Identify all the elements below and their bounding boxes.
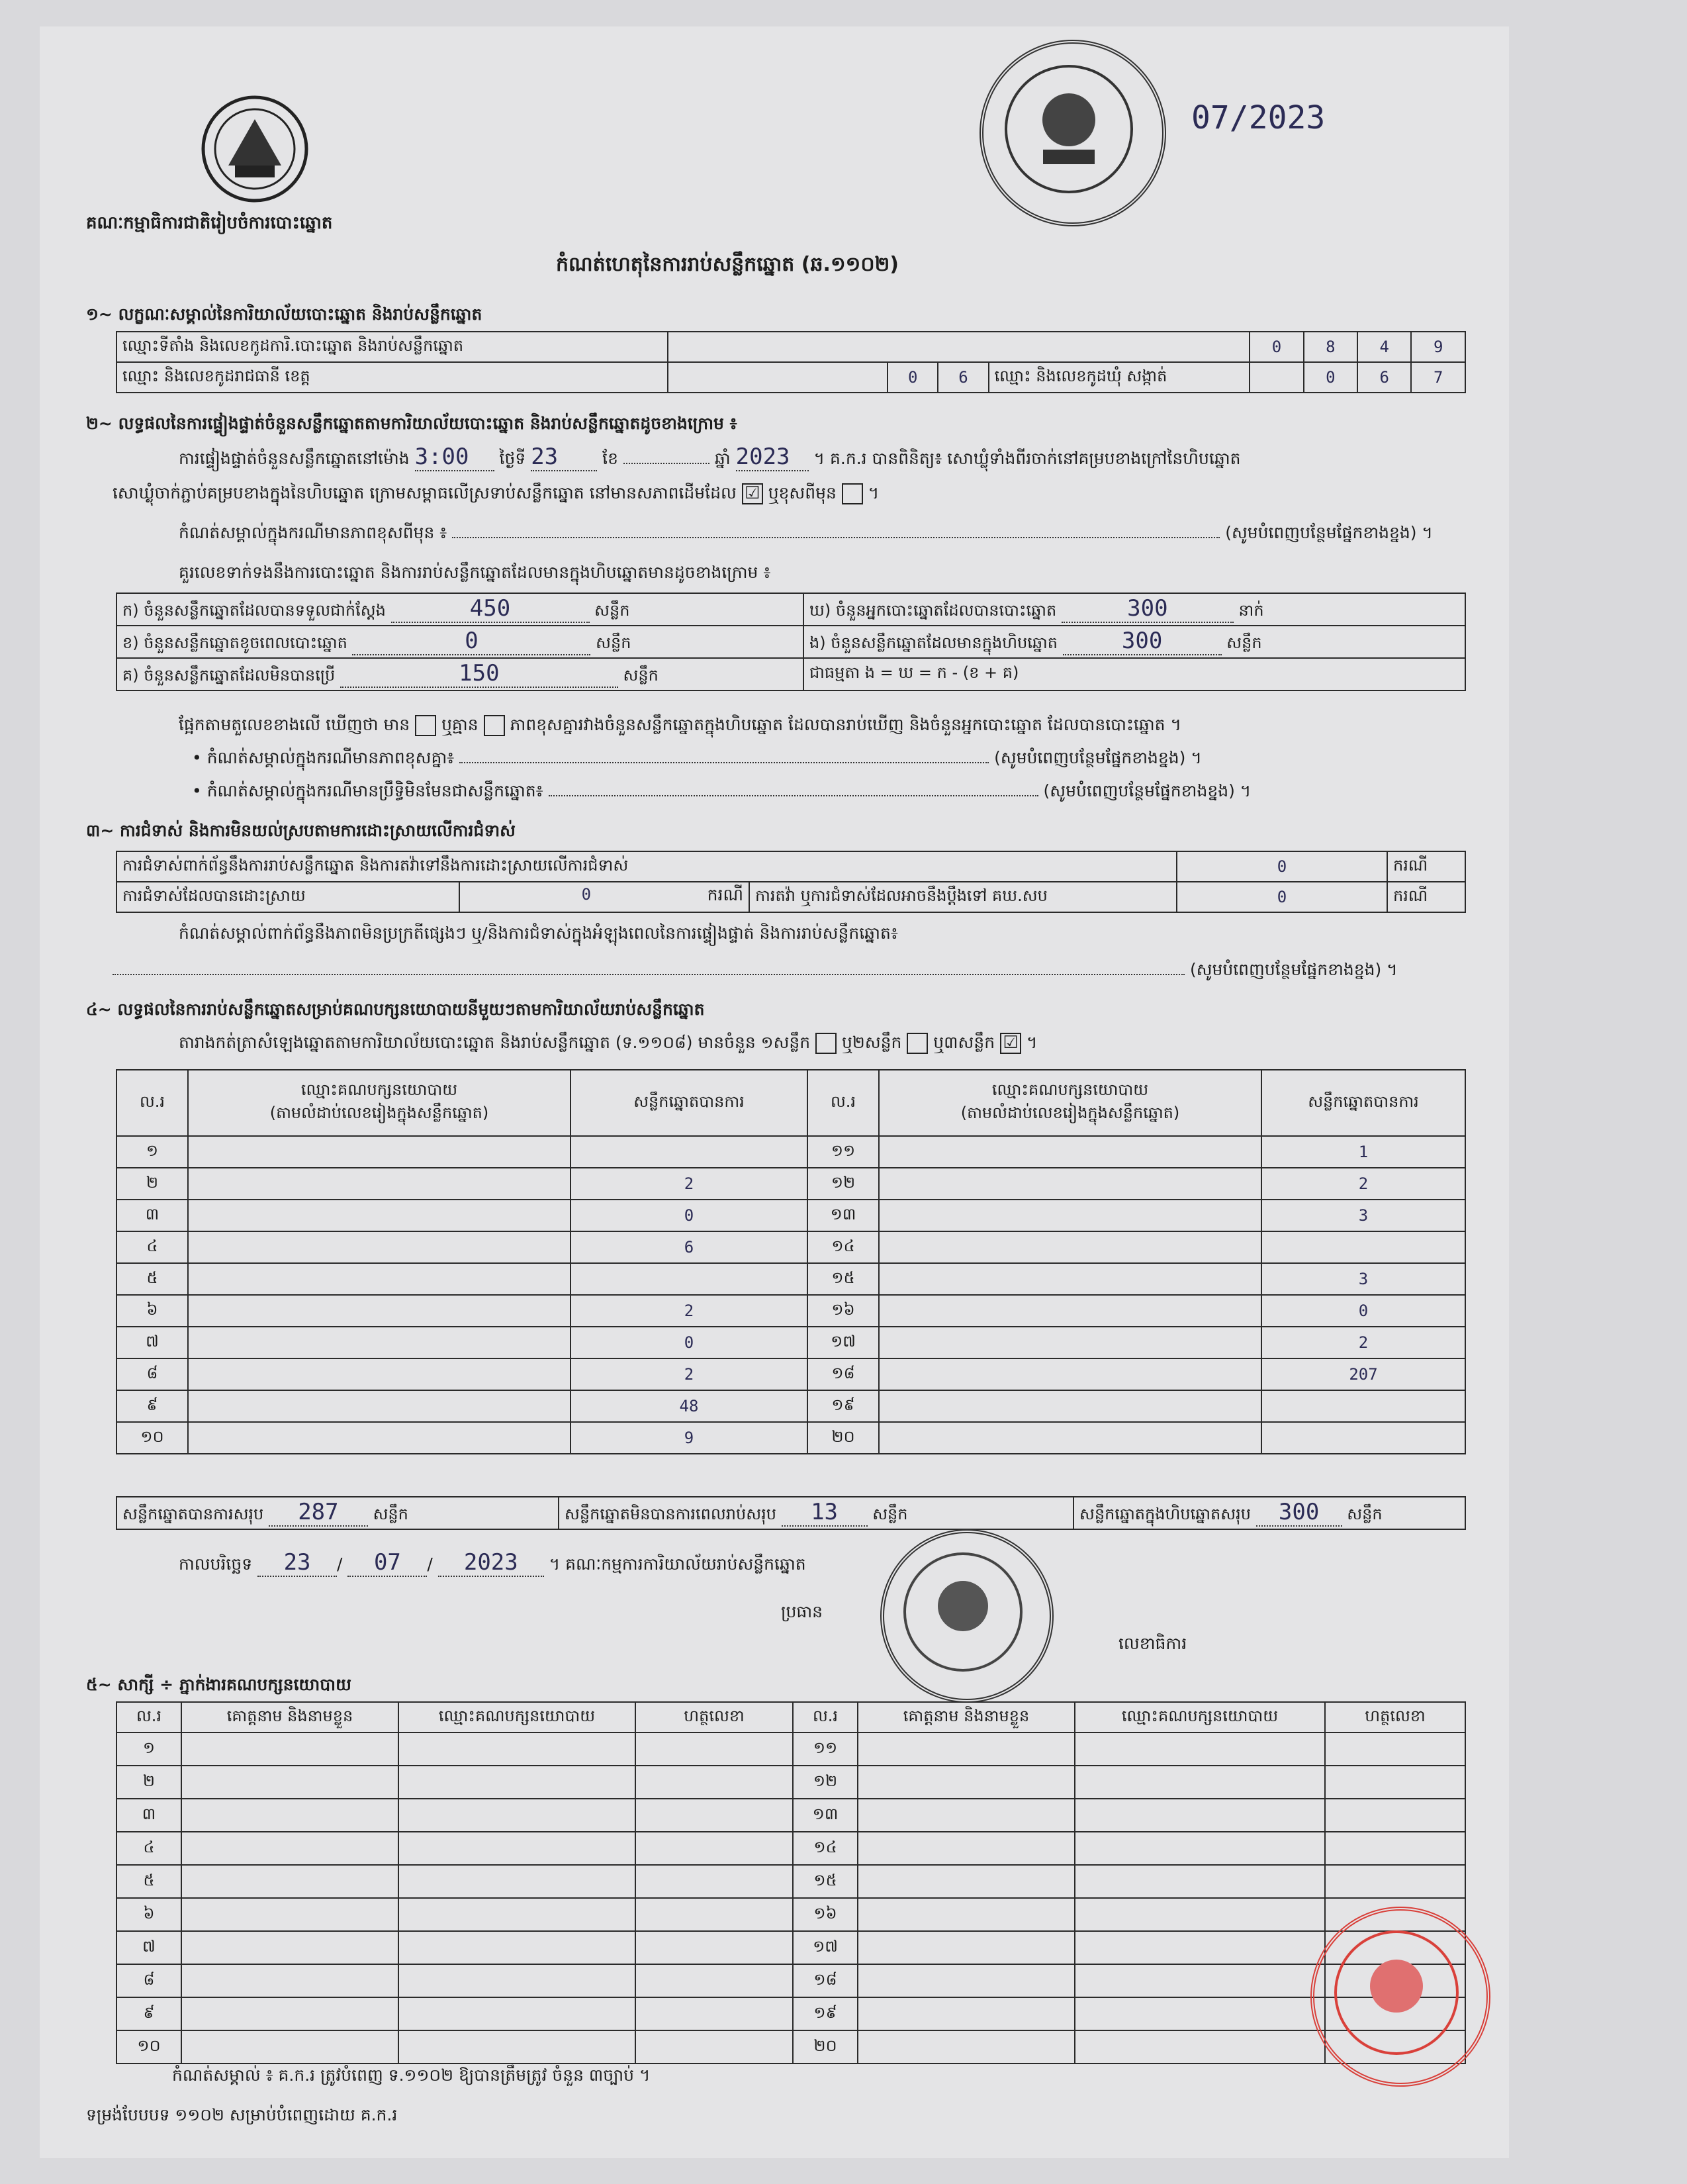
ballots-received-label: ក) ចំនួនសន្លឹកឆ្នោតដែលបានទទួលជាក់ស្តែង bbox=[122, 601, 386, 620]
complaints-table bbox=[116, 851, 1466, 913]
witness-signature bbox=[635, 1898, 793, 1931]
witness-row bbox=[116, 2030, 1465, 2064]
unused-ballots-label: គ) ចំនួនសន្លឹកឆ្នោតដែលមិនបានប្រើ bbox=[122, 666, 336, 685]
party-no-right: ១៨ bbox=[807, 1358, 879, 1390]
ballots-in-box-label: ង) ចំនួនសន្លឹកឆ្នោតដែលមានក្នុងហិបឆ្នោត bbox=[809, 634, 1058, 652]
party-name-left bbox=[188, 1422, 570, 1454]
party-votes-right: 3 bbox=[1261, 1263, 1465, 1295]
party-name-left bbox=[188, 1263, 570, 1295]
party-votes-right bbox=[1261, 1422, 1465, 1454]
party-name-right bbox=[879, 1390, 1261, 1422]
witness-row bbox=[116, 1865, 1465, 1898]
party-votes-right: 207 bbox=[1261, 1358, 1465, 1390]
witness-no: ៣ bbox=[116, 1799, 181, 1832]
witness-row bbox=[116, 1799, 1465, 1832]
ballots-received: 450 bbox=[391, 595, 590, 623]
witness-party bbox=[398, 1733, 635, 1766]
committee-label: ។ គណៈកម្មការការិយាល័យរាប់សន្លឹកឆ្នោត bbox=[549, 1554, 806, 1574]
witness-row bbox=[116, 1766, 1465, 1799]
witness-signature bbox=[635, 1964, 793, 1997]
tally-three-sheet-checkbox[interactable]: ☑ bbox=[1000, 1033, 1021, 1054]
witness-party-right bbox=[1075, 1766, 1325, 1799]
witness-no-right: ១៦ bbox=[793, 1898, 858, 1931]
red-seal-stamp bbox=[1310, 1907, 1490, 2087]
form-page bbox=[40, 26, 1509, 2158]
difference-bullet-note: (សូមបំពេញបន្ថែមផ្នែកខាងខ្នង) ។ bbox=[994, 748, 1202, 767]
witness-signature-right bbox=[1325, 1799, 1465, 1832]
party-no-right: ១៧ bbox=[807, 1327, 879, 1358]
total-invalid: 13 bbox=[782, 1499, 868, 1527]
party-name-right bbox=[879, 1358, 1261, 1390]
witness-name bbox=[181, 1865, 398, 1898]
province-value bbox=[668, 362, 888, 393]
station-code-1: 0 bbox=[1250, 332, 1303, 362]
witness-no-right: ២០ bbox=[793, 2030, 858, 2064]
witness-name-right bbox=[858, 1865, 1075, 1898]
irregularities-field-line bbox=[113, 960, 1398, 984]
witness-party-right bbox=[1075, 1997, 1325, 2030]
witness-name bbox=[181, 1931, 398, 1964]
verify-time-label: ការផ្ទៀងផ្ទាត់ចំនួនសន្លឹកឆ្នោតនៅម៉ោង bbox=[179, 449, 410, 468]
witness-no: ១០ bbox=[116, 2030, 181, 2064]
witness-name bbox=[181, 1997, 398, 2030]
witness-name bbox=[181, 2030, 398, 2064]
table-row bbox=[116, 1168, 1465, 1200]
witness-party-right bbox=[1075, 1898, 1325, 1931]
party-no-right: ១៣ bbox=[807, 1200, 879, 1231]
party-votes-right: 3 bbox=[1261, 1200, 1465, 1231]
resolved-label: ការជំទាស់ដែលបានដោះស្រាយ bbox=[116, 882, 459, 912]
tally-sheet-text: តារាងកត់ត្រាសំឡេងឆ្នោតតាមការិយាល័យបោះឆ្នោត និងរាប់សន្លឹកឆ្នោត (ទ.១១០៨) មានចំនួន ១សន្លឹក bbox=[179, 1033, 811, 1052]
appeal-label: ការតវ៉ា ឬការជំទាស់ដែលអាចនឹងប្តឹងទៅ គឃ.សប bbox=[749, 882, 1177, 912]
witness-party bbox=[398, 1799, 635, 1832]
table-row bbox=[116, 1231, 1465, 1263]
party-votes-left: 2 bbox=[570, 1358, 807, 1390]
commune-code-2: 6 bbox=[1357, 362, 1411, 393]
party-no-left: ៣ bbox=[116, 1200, 188, 1231]
witness-signature bbox=[635, 1733, 793, 1766]
col-party-header-2 bbox=[879, 1070, 1261, 1136]
witness-name-right bbox=[858, 1997, 1075, 2030]
totals-table bbox=[116, 1496, 1466, 1530]
total-box: 300 bbox=[1256, 1499, 1342, 1527]
irregularities-field bbox=[113, 974, 1185, 975]
witness-col-sign: ហត្ថលេខា bbox=[635, 1702, 793, 1733]
table-row bbox=[116, 1136, 1465, 1168]
witness-signature bbox=[635, 1865, 793, 1898]
receipt-date: 07/2023 bbox=[1191, 99, 1326, 136]
voters-label: ឃ) ចំនួនអ្នកបោះឆ្នោតដែលបានបោះឆ្នោត bbox=[809, 601, 1057, 620]
party-votes-right: 0 bbox=[1261, 1295, 1465, 1327]
total-invalid-label: សន្លឹកឆ្នោតមិនបានការពេលរាប់សរុប bbox=[565, 1505, 776, 1523]
party-no-right: ១៥ bbox=[807, 1263, 879, 1295]
difference-bullet-line bbox=[192, 748, 1202, 772]
witness-party bbox=[398, 1997, 635, 2030]
party-name-right bbox=[879, 1136, 1261, 1168]
witness-no-right: ១៧ bbox=[793, 1931, 858, 1964]
witness-no: ៨ bbox=[116, 1964, 181, 1997]
witness-party bbox=[398, 1898, 635, 1931]
witness-row bbox=[116, 1997, 1465, 2030]
witness-name bbox=[181, 1799, 398, 1832]
party-votes-right: 2 bbox=[1261, 1327, 1465, 1358]
party-no-left: ៦ bbox=[116, 1295, 188, 1327]
resolved-count: 0 bbox=[581, 885, 592, 904]
witness-col-name: គោត្តនាម និងនាមខ្លួន bbox=[181, 1702, 398, 1733]
changed-label: ឬខុសពីមុន bbox=[768, 483, 837, 502]
col-party-title: ឈ្មោះគណបក្សនយោបាយ bbox=[300, 1080, 458, 1099]
table-row bbox=[116, 1327, 1465, 1358]
difference-bullet-field bbox=[459, 762, 989, 763]
difference-note-line bbox=[179, 523, 1433, 547]
witness-no: ៧ bbox=[116, 1931, 181, 1964]
party-name-left bbox=[188, 1200, 570, 1231]
witness-signature bbox=[635, 1832, 793, 1865]
party-votes-right: 2 bbox=[1261, 1168, 1465, 1200]
witness-party-right bbox=[1075, 1931, 1325, 1964]
tally-sheet-line bbox=[179, 1033, 1037, 1057]
complaints-count: 0 bbox=[1177, 851, 1387, 882]
party-no-left: ១ bbox=[116, 1136, 188, 1168]
witness-col-no-2: ល.រ bbox=[793, 1702, 858, 1733]
party-no-right: ១៩ bbox=[807, 1390, 879, 1422]
station-code-2: 8 bbox=[1304, 332, 1357, 362]
difference-fill-note: (សូមបំពេញបន្ថែមផ្នែកខាងខ្នង) ។ bbox=[1225, 523, 1433, 542]
witness-party-right bbox=[1075, 1799, 1325, 1832]
verify-month-label: ខែ bbox=[602, 449, 618, 468]
appeal-unit: ករណី bbox=[1387, 882, 1465, 912]
table-row bbox=[116, 1263, 1465, 1295]
section-4-heading: ៤~ លទ្ធផលនៃការរាប់សន្លឹកឆ្នោតសម្រាប់គណបក្សនយោបាយនីមួយៗតាមការិយាល័យរាប់សន្លឹកឆ្នោត bbox=[86, 1000, 705, 1019]
irregularities-note: កំណត់សម្គាល់ពាក់ព័ន្ធនឹងភាពមិនប្រក្រតីផ្សេងៗ ឬ/និងការជំទាស់ក្នុងអំឡុងពេលនៃការផ្ទៀងផ្ទាត់ និងការរាប់សន្លឹកឆ្នោត៖ bbox=[179, 924, 898, 943]
witness-col-name-2: គោត្តនាម និងនាមខ្លួន bbox=[858, 1702, 1075, 1733]
non-ballot-bullet-field bbox=[549, 795, 1038, 796]
witness-no-right: ១៨ bbox=[793, 1964, 858, 1997]
table-row bbox=[116, 1295, 1465, 1327]
witness-no-right: ១១ bbox=[793, 1733, 858, 1766]
spoiled-ballots-unit: សន្លឹក bbox=[596, 634, 631, 652]
station-code-3: 4 bbox=[1357, 332, 1411, 362]
no-difference-checkbox[interactable] bbox=[484, 715, 505, 736]
party-votes-left: 0 bbox=[570, 1200, 807, 1231]
witness-row bbox=[116, 1832, 1465, 1865]
witness-signature-right bbox=[1325, 1832, 1465, 1865]
verification-line-1 bbox=[179, 444, 1241, 473]
party-no-right: ១២ bbox=[807, 1168, 879, 1200]
witness-signature-right bbox=[1325, 1766, 1465, 1799]
party-votes-left: 6 bbox=[570, 1231, 807, 1263]
witness-no-right: ១៣ bbox=[793, 1799, 858, 1832]
ballot-formula: ជាធម្មតា ង = ឃ = ក - (ខ + គ) bbox=[803, 658, 1465, 690]
summary-intro: គួរលេខទាក់ទងនឹងការបោះឆ្នោត និងការរាប់សន្លឹកឆ្នោតដែលមានក្នុងហិបឆ្នោតមានដូចខាងក្រោម ៖ bbox=[179, 563, 771, 582]
witness-party bbox=[398, 1964, 635, 1997]
witness-row bbox=[116, 1733, 1465, 1766]
ballots-in-box: 300 bbox=[1063, 628, 1222, 655]
witness-signature-right bbox=[1325, 1733, 1465, 1766]
witness-signature bbox=[635, 1799, 793, 1832]
witness-signature bbox=[635, 1766, 793, 1799]
witness-party-right bbox=[1075, 2030, 1325, 2064]
col-party-header bbox=[188, 1070, 570, 1136]
col-votes-header-2: សន្លឹកឆ្នោតបានការ bbox=[1261, 1070, 1465, 1136]
col-no-header-2: ល.រ bbox=[807, 1070, 879, 1136]
witness-party bbox=[398, 1766, 635, 1799]
witness-no: ៥ bbox=[116, 1865, 181, 1898]
comparison-has-label: ផ្អែកតាមតួលេខខាងលើ ឃើញថា មាន bbox=[179, 715, 410, 734]
witness-name bbox=[181, 1766, 398, 1799]
witness-col-party: ឈ្មោះគណបក្សនយោបាយ bbox=[398, 1702, 635, 1733]
ballots-in-box-unit: សន្លឹក bbox=[1226, 634, 1262, 652]
party-no-left: ១០ bbox=[116, 1422, 188, 1454]
witness-party-right bbox=[1075, 1733, 1325, 1766]
emblem-logo bbox=[199, 93, 311, 205]
col-party-title-2: ឈ្មោះគណបក្សនយោបាយ bbox=[991, 1080, 1149, 1099]
complaints-unit: ករណី bbox=[1387, 851, 1465, 882]
witness-party bbox=[398, 1865, 635, 1898]
section-1-table bbox=[116, 331, 1466, 393]
witness-signature-right bbox=[1325, 1865, 1465, 1898]
difference-note-label: កំណត់សម្គាល់ក្នុងករណីមានភាពខុសពីមុន ៖ bbox=[179, 523, 447, 542]
witness-party bbox=[398, 2030, 635, 2064]
total-valid: 287 bbox=[269, 1499, 368, 1527]
party-name-right bbox=[879, 1327, 1261, 1358]
witness-no-right: ១២ bbox=[793, 1766, 858, 1799]
non-ballot-bullet-line bbox=[192, 781, 1251, 805]
witness-party-right bbox=[1075, 1964, 1325, 1997]
date-day: 23 bbox=[257, 1549, 337, 1577]
party-name-left bbox=[188, 1390, 570, 1422]
party-no-right: ២០ bbox=[807, 1422, 879, 1454]
witness-signature bbox=[635, 2030, 793, 2064]
party-votes-left: 0 bbox=[570, 1327, 807, 1358]
party-name-left bbox=[188, 1358, 570, 1390]
table-row bbox=[116, 1200, 1465, 1231]
col-party-subtitle: (តាមលំដាប់លេខរៀងក្នុងសន្លឹកឆ្នោត) bbox=[269, 1104, 489, 1122]
verify-day: 23 bbox=[531, 444, 597, 471]
party-name-left bbox=[188, 1231, 570, 1263]
party-no-right: ១៤ bbox=[807, 1231, 879, 1263]
party-votes-left: 48 bbox=[570, 1390, 807, 1422]
party-name-left bbox=[188, 1327, 570, 1358]
witness-name bbox=[181, 1733, 398, 1766]
verify-year: 2023 bbox=[736, 444, 809, 471]
witness-no: ៦ bbox=[116, 1898, 181, 1931]
witness-col-sign-2: ហត្ថលេខា bbox=[1325, 1702, 1465, 1733]
witness-no: ៩ bbox=[116, 1997, 181, 2030]
witness-row bbox=[116, 1898, 1465, 1931]
witness-name-right bbox=[858, 1766, 1075, 1799]
witness-party-right bbox=[1075, 1832, 1325, 1865]
table-row bbox=[116, 1422, 1465, 1454]
verify-time: 3:00 bbox=[415, 444, 494, 471]
commune-value bbox=[1250, 362, 1303, 393]
party-votes-right bbox=[1261, 1231, 1465, 1263]
party-no-right: ១៦ bbox=[807, 1295, 879, 1327]
verify-day-label: ថ្ងៃទី bbox=[499, 449, 526, 468]
party-votes-left: 9 bbox=[570, 1422, 807, 1454]
witness-no-right: ១៤ bbox=[793, 1832, 858, 1865]
witness-no-right: ១៩ bbox=[793, 1997, 858, 2030]
total-box-unit: សន្លឹក bbox=[1347, 1505, 1383, 1523]
witness-row bbox=[116, 1964, 1465, 1997]
party-no-left: ៥ bbox=[116, 1263, 188, 1295]
total-valid-unit: សន្លឹក bbox=[373, 1505, 408, 1523]
witness-name-right bbox=[858, 2030, 1075, 2064]
tally-two-sheet-checkbox[interactable] bbox=[907, 1033, 928, 1054]
party-results-table bbox=[116, 1069, 1466, 1454]
province-label: ឈ្មោះ និងលេខកូដរាជធានី ខេត្ត bbox=[116, 362, 668, 393]
date-label: កាលបរិច្ឆេទ bbox=[179, 1554, 253, 1574]
party-name-right bbox=[879, 1295, 1261, 1327]
witness-no: ២ bbox=[116, 1766, 181, 1799]
witness-name bbox=[181, 1898, 398, 1931]
section-5-heading: ៥~ សាក្សី ÷ ភ្នាក់ងារគណបក្សនយោបាយ bbox=[86, 1675, 351, 1694]
party-name-left bbox=[188, 1136, 570, 1168]
party-votes-left: 2 bbox=[570, 1295, 807, 1327]
verification-line-2 bbox=[113, 483, 879, 507]
table-row bbox=[116, 1358, 1465, 1390]
difference-note-field bbox=[452, 537, 1220, 538]
voters-unit: នាក់ bbox=[1238, 601, 1264, 620]
party-name-right bbox=[879, 1168, 1261, 1200]
party-name-right bbox=[879, 1200, 1261, 1231]
witness-no: ៤ bbox=[116, 1832, 181, 1865]
ballots-received-unit: សន្លឹក bbox=[594, 601, 630, 620]
party-votes-left bbox=[570, 1136, 807, 1168]
party-no-right: ១១ bbox=[807, 1136, 879, 1168]
col-no-header: ល.រ bbox=[116, 1070, 188, 1136]
org-name: គណៈកម្មាធិការជាតិរៀបចំការបោះឆ្នោត bbox=[86, 213, 333, 233]
party-votes-right: 1 bbox=[1261, 1136, 1465, 1168]
ballot-count-table bbox=[116, 593, 1466, 691]
tally-end: ។ bbox=[1026, 1033, 1038, 1052]
commune-code-3: 7 bbox=[1411, 362, 1465, 393]
secretary-line bbox=[1118, 1629, 1187, 1658]
party-name-right bbox=[879, 1422, 1261, 1454]
commune-label: ឈ្មោះ និងលេខកូដឃុំ សង្កាត់ bbox=[989, 362, 1250, 393]
voters-count: 300 bbox=[1062, 595, 1234, 623]
party-name-right bbox=[879, 1231, 1261, 1263]
witness-col-no: ល.រ bbox=[116, 1702, 181, 1733]
section-1-heading: ១~ លក្ខណៈសម្គាល់នៃការិយាល័យបោះឆ្នោត និងរាប់សន្លឹកឆ្នោត bbox=[86, 305, 482, 324]
secretary-label: លេខាធិការ bbox=[1118, 1634, 1187, 1653]
difference-bullet: • កំណត់សម្គាល់ក្នុងករណីមានភាពខុសគ្នា៖ bbox=[192, 748, 455, 767]
party-no-left: ៩ bbox=[116, 1390, 188, 1422]
witness-party-right bbox=[1075, 1865, 1325, 1898]
party-votes-left: 2 bbox=[570, 1168, 807, 1200]
witness-party bbox=[398, 1931, 635, 1964]
witness-name-right bbox=[858, 1832, 1075, 1865]
witness-signature bbox=[635, 1931, 793, 1964]
witness-name-right bbox=[858, 1964, 1075, 1997]
spoiled-ballots-label: ខ) ចំនួនសន្លឹកឆ្នោតខូចពេលបោះឆ្នោត bbox=[122, 634, 347, 652]
comparison-line bbox=[179, 715, 1181, 739]
party-name-right bbox=[879, 1263, 1261, 1295]
verify-line-1-rest: ។ គ.ក.រ បានពិនិត្យ៖ សោឃ្លុំទាំងពីរចាក់នៅគម្របខាងក្រៅនៃហិបឆ្នោត bbox=[813, 449, 1241, 468]
total-box-label: សន្លឹកឆ្នោតក្នុងហិបឆ្នោតសរុប bbox=[1079, 1505, 1251, 1523]
tally-two-label: ឬ២សន្លឹក bbox=[842, 1033, 902, 1052]
non-ballot-bullet: • កំណត់សម្គាល់ក្នុងករណីមានប្រឹទ្ធិមិនមែនជាសន្លឹកឆ្នោត៖ bbox=[192, 781, 543, 800]
complaints-label: ការជំទាស់ពាក់ព័ន្ធនឹងការរាប់សន្លឹកឆ្នោត និងការតវ៉ាទៅនឹងការដោះស្រាយលើការជំទាស់ bbox=[116, 851, 1177, 882]
unused-ballots-unit: សន្លឹក bbox=[623, 666, 659, 685]
col-votes-header: សន្លឹកឆ្នោតបានការ bbox=[570, 1070, 807, 1136]
non-ballot-bullet-note: (សូមបំពេញបន្ថែមផ្នែកខាងខ្នង) ។ bbox=[1043, 781, 1252, 800]
witness-no-right: ១៥ bbox=[793, 1865, 858, 1898]
polling-station-value bbox=[668, 332, 1250, 362]
verify-month bbox=[623, 463, 709, 464]
party-no-left: ៤ bbox=[116, 1231, 188, 1263]
total-invalid-unit: សន្លឹក bbox=[872, 1505, 908, 1523]
party-no-left: ៧ bbox=[116, 1327, 188, 1358]
footnote: កំណត់សម្គាល់ ៖ គ.ក.រ ត្រូវបំពេញ ទ.១១០២ ឱ្យបានត្រឹមត្រូវ ចំនួន ៣ច្បាប់ ។ bbox=[172, 2065, 651, 2085]
witness-signature bbox=[635, 1997, 793, 2030]
verify-line-2-end: ។ bbox=[868, 483, 880, 502]
polling-station-label: ឈ្មោះទីតាំង និងលេខកូដការិ.បោះឆ្នោត និងរាប់សន្លឹកឆ្នោត bbox=[116, 332, 668, 362]
commune-code-1: 0 bbox=[1304, 362, 1357, 393]
witness-col-party-2: ឈ្មោះគណបក្សនយោបាយ bbox=[1075, 1702, 1325, 1733]
witness-no: ១ bbox=[116, 1733, 181, 1766]
province-code-2: 6 bbox=[938, 362, 988, 393]
changed-checkbox[interactable] bbox=[842, 483, 863, 504]
verify-year-label: ឆ្នាំ bbox=[714, 449, 731, 468]
party-name-left bbox=[188, 1168, 570, 1200]
witness-name bbox=[181, 1832, 398, 1865]
party-name-left bbox=[188, 1295, 570, 1327]
black-seal-stamp bbox=[980, 40, 1166, 226]
date-year: 2023 bbox=[438, 1549, 544, 1577]
party-no-left: ៨ bbox=[116, 1358, 188, 1390]
date-month: 07 bbox=[347, 1549, 427, 1577]
irregularities-fill-note: (សូមបំពេញបន្ថែមផ្នែកខាងខ្នង) ។ bbox=[1189, 960, 1398, 979]
witness-row bbox=[116, 1931, 1465, 1964]
form-note: ទម្រង់បែបបទ ១១០២ សម្រាប់បំពេញដោយ គ.ក.រ bbox=[86, 2105, 398, 2124]
station-code-4: 9 bbox=[1411, 332, 1465, 362]
witness-name-right bbox=[858, 1898, 1075, 1931]
witness-name-right bbox=[858, 1931, 1075, 1964]
center-seal-stamp bbox=[880, 1529, 1054, 1703]
date-line: កាលបរិច្ឆេទ 23 / 07 / 2023 ។ គណៈកម្មការការិយាល័យរាប់សន្លឹកឆ្នោត bbox=[179, 1549, 806, 1576]
witness-name-right bbox=[858, 1733, 1075, 1766]
has-difference-checkbox[interactable] bbox=[415, 715, 436, 736]
col-party-subtitle-2: (តាមលំដាប់លេខរៀងក្នុងសន្លឹកឆ្នោត) bbox=[960, 1104, 1180, 1122]
witness-party bbox=[398, 1832, 635, 1865]
document-title: កំណត់ហេតុនៃការរាប់សន្លឹកឆ្នោត (ឆ.១១០២) bbox=[556, 253, 899, 276]
resolved-unit: ករណី bbox=[707, 885, 743, 904]
tally-three-label: ឬ៣សន្លឹក bbox=[933, 1033, 995, 1052]
witness-name bbox=[181, 1964, 398, 1997]
comparison-none-label: ឬគ្មាន bbox=[441, 715, 479, 734]
party-votes-left bbox=[570, 1263, 807, 1295]
section-2-heading: ២~ លទ្ធផលនៃការផ្ទៀងផ្ទាត់ចំនួនសន្លឹកឆ្នោតតាមការិយាល័យបោះឆ្នោត និងរាប់សន្លឹកឆ្នោតដូចខាងក្រោម ៖ bbox=[86, 414, 737, 433]
witness-table bbox=[116, 1701, 1466, 2064]
province-code-1: 0 bbox=[888, 362, 938, 393]
tally-one-sheet-checkbox[interactable] bbox=[815, 1033, 837, 1054]
total-valid-label: សន្លឹកឆ្នោតបានការសរុប bbox=[122, 1505, 264, 1523]
verify-line-2-text: សោឃ្លុំចាក់ភ្ជាប់គម្របខាងក្នុងនៃហិបឆ្នោត ក្រោមសម្ពាធលើស្រទាប់សន្លឹកឆ្នោត នៅមានសភាពដើមដែល bbox=[113, 483, 737, 502]
unused-ballots: 150 bbox=[340, 660, 618, 688]
same-as-before-checkbox[interactable]: ☑ bbox=[742, 483, 763, 504]
comparison-rest: ភាពខុសគ្នារវាងចំនួនសន្លឹកឆ្នោតក្នុងហិបឆ្នោត ដែលបានរាប់ឃើញ និងចំនួនអ្នកបោះឆ្នោត ដែលបានបោះឆ្នោត ។ bbox=[510, 715, 1181, 734]
appeal-count: 0 bbox=[1177, 882, 1387, 912]
spoiled-ballots: 0 bbox=[352, 628, 590, 655]
party-votes-right bbox=[1261, 1390, 1465, 1422]
chair-label: ប្រធាន bbox=[781, 1602, 823, 1621]
table-row bbox=[116, 1390, 1465, 1422]
section-3-heading: ៣~ ការជំទាស់ និងការមិនយល់ស្របតាមការដោះស្រាយលើការជំទាស់ bbox=[86, 821, 516, 840]
party-no-left: ២ bbox=[116, 1168, 188, 1200]
witness-name-right bbox=[858, 1799, 1075, 1832]
